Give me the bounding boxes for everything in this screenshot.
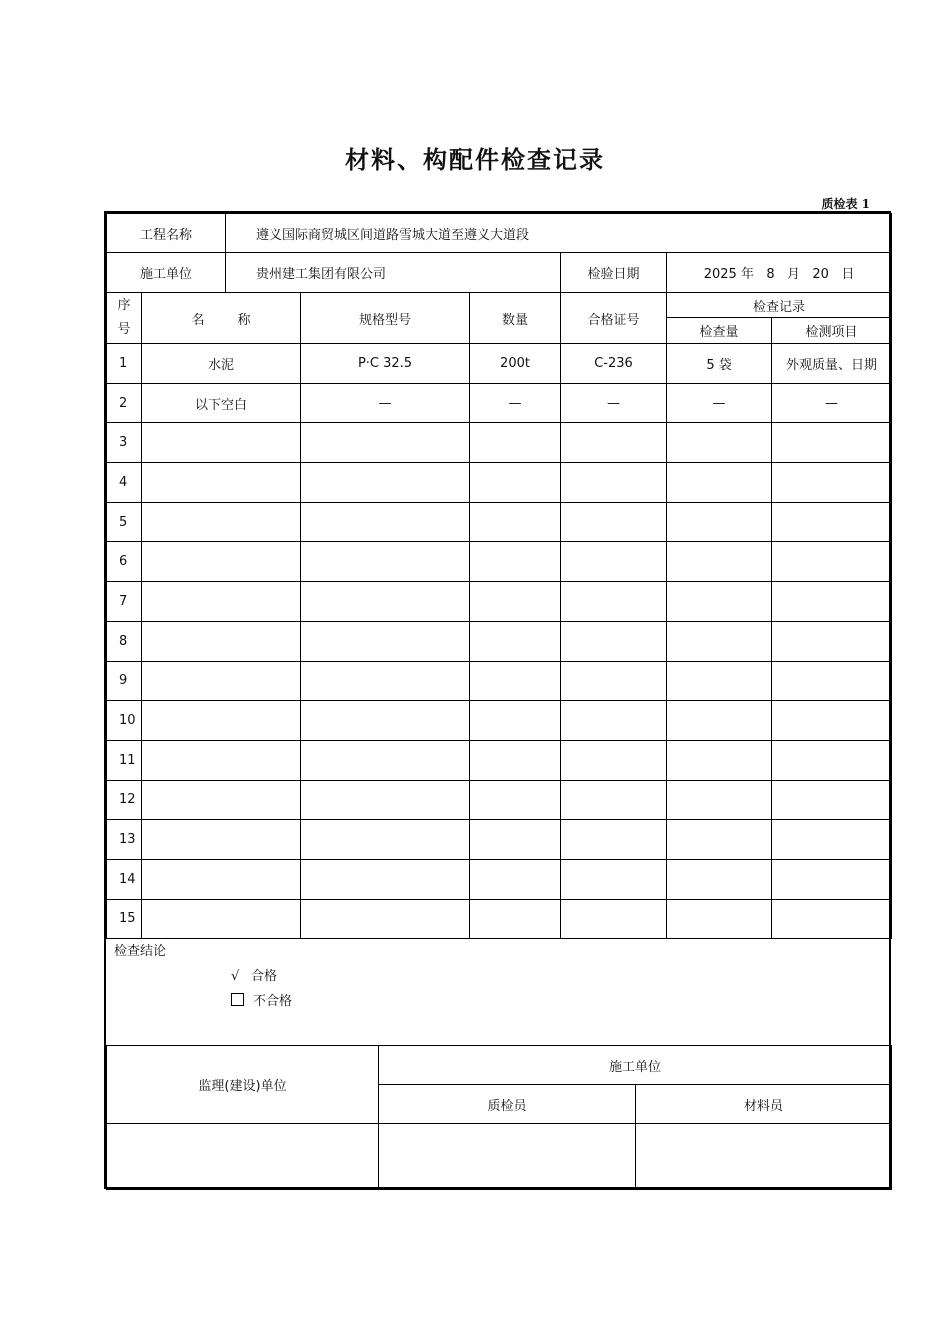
fail-option [231, 990, 292, 1009]
form-code: 质检表 1 [821, 197, 870, 211]
check-items-cell [772, 502, 892, 542]
table-row [107, 661, 892, 701]
seq-cell: 1 [107, 344, 142, 384]
seq-cell: 7 [107, 582, 142, 622]
col-qty-header: 数量 [470, 293, 561, 344]
column-header-row [107, 293, 892, 318]
name-cell [142, 502, 301, 542]
table-row [107, 820, 892, 860]
pass-option [231, 965, 277, 984]
table-row [107, 582, 892, 622]
col-name-header: 名 称 [142, 293, 301, 344]
cert-cell [561, 423, 667, 463]
cert-cell [561, 899, 667, 939]
cert-cell [561, 780, 667, 820]
document-title: 材料、构配件检查记录 [345, 145, 605, 174]
checkmark-icon: √ [231, 969, 240, 984]
seq-cell: 13 [107, 820, 142, 860]
name-cell [142, 463, 301, 503]
cert-cell [561, 740, 667, 780]
check-items-cell [772, 582, 892, 622]
check-qty-cell [667, 820, 772, 860]
name-cell [142, 621, 301, 661]
cert-cell: C-236 [561, 344, 667, 384]
qty-cell [470, 542, 561, 582]
material-clerk-label: 材料员 [636, 1085, 892, 1124]
check-qty-cell [667, 582, 772, 622]
date-value: 2025 年 8 月 20 日 [667, 253, 892, 293]
cert-cell [561, 701, 667, 741]
cert-cell [561, 859, 667, 899]
contractor-value: 贵州建工集团有限公司 [226, 253, 561, 293]
record-form [104, 211, 891, 1189]
check-items-cell: 外观质量、日期 [772, 344, 892, 384]
table-row [107, 859, 892, 899]
conclusion-label: 检查结论 [114, 944, 167, 959]
spec-cell [301, 899, 470, 939]
qty-cell [470, 820, 561, 860]
spec-cell [301, 542, 470, 582]
qty-cell [470, 701, 561, 741]
seq-cell: 11 [107, 740, 142, 780]
seq-cell: 12 [107, 780, 142, 820]
qty-cell [470, 859, 561, 899]
qty-cell [470, 423, 561, 463]
check-items-cell [772, 621, 892, 661]
col-seq-label: 序号 [117, 298, 131, 337]
check-qty-cell [667, 661, 772, 701]
name-cell: 水泥 [142, 344, 301, 384]
qty-cell [470, 621, 561, 661]
col-record-header: 检查记录 [667, 293, 892, 318]
seq-cell: 9 [107, 661, 142, 701]
check-qty-cell [667, 463, 772, 503]
table-row [107, 344, 892, 384]
cert-cell [561, 463, 667, 503]
material-clerk-signature [636, 1124, 892, 1190]
seq-cell: 10 [107, 701, 142, 741]
cert-cell [561, 582, 667, 622]
cert-cell [561, 542, 667, 582]
check-qty-cell [667, 701, 772, 741]
col-check-qty-header: 检查量 [667, 318, 772, 344]
check-items-cell: — [772, 383, 892, 423]
spec-cell [301, 661, 470, 701]
check-items-cell [772, 820, 892, 860]
check-qty-cell: 5 袋 [667, 344, 772, 384]
table-row [107, 780, 892, 820]
contractor-row [107, 253, 892, 293]
name-cell [142, 740, 301, 780]
cert-cell: — [561, 383, 667, 423]
seq-cell: 5 [107, 502, 142, 542]
check-qty-cell [667, 621, 772, 661]
col-seq-header [107, 293, 142, 344]
spec-cell [301, 780, 470, 820]
table-row [107, 383, 892, 423]
spec-cell [301, 859, 470, 899]
table-row [107, 502, 892, 542]
seq-cell: 6 [107, 542, 142, 582]
pass-label: 合格 [251, 969, 278, 984]
spec-cell: — [301, 383, 470, 423]
spec-cell [301, 463, 470, 503]
spec-cell [301, 701, 470, 741]
check-qty-cell [667, 502, 772, 542]
name-cell [142, 780, 301, 820]
fail-label: 不合格 [253, 994, 293, 1009]
spec-cell [301, 820, 470, 860]
name-cell [142, 661, 301, 701]
check-items-cell [772, 899, 892, 939]
signature-table [106, 1045, 892, 1190]
name-cell [142, 423, 301, 463]
name-cell [142, 542, 301, 582]
spec-cell [301, 502, 470, 542]
qty-cell [470, 780, 561, 820]
check-items-cell [772, 423, 892, 463]
qty-cell [470, 740, 561, 780]
seq-cell: 8 [107, 621, 142, 661]
name-cell [142, 582, 301, 622]
table-row [107, 423, 892, 463]
check-qty-cell [667, 423, 772, 463]
conclusion-section [106, 936, 891, 1045]
spec-cell [301, 621, 470, 661]
inspector-signature [379, 1124, 636, 1190]
empty-checkbox-icon [231, 993, 244, 1006]
project-value: 遵义国际商贸城区间道路雪城大道至遵义大道段 [226, 214, 892, 253]
check-items-cell [772, 542, 892, 582]
check-qty-cell [667, 542, 772, 582]
qty-cell: 200t [470, 344, 561, 384]
seq-cell: 2 [107, 383, 142, 423]
col-spec-header: 规格型号 [301, 293, 470, 344]
table-row [107, 463, 892, 503]
name-cell [142, 859, 301, 899]
check-items-cell [772, 463, 892, 503]
seq-cell: 15 [107, 899, 142, 939]
cert-cell [561, 661, 667, 701]
contractor-label: 施工单位 [107, 253, 226, 293]
qty-cell [470, 899, 561, 939]
contractor-sign-label: 施工单位 [379, 1046, 892, 1085]
table-row [107, 621, 892, 661]
table-row [107, 701, 892, 741]
spec-cell: P·C 32.5 [301, 344, 470, 384]
supervisor-label: 监理(建设)单位 [107, 1046, 379, 1124]
name-cell [142, 701, 301, 741]
qty-cell [470, 502, 561, 542]
qty-cell [470, 463, 561, 503]
col-check-items-header: 检测项目 [772, 318, 892, 344]
check-qty-cell: — [667, 383, 772, 423]
name-cell: 以下空白 [142, 383, 301, 423]
table-row [107, 740, 892, 780]
check-items-cell [772, 661, 892, 701]
materials-table [106, 213, 892, 939]
check-qty-cell [667, 859, 772, 899]
inspector-label: 质检员 [379, 1085, 636, 1124]
supervisor-signature [107, 1124, 379, 1190]
name-cell [142, 820, 301, 860]
table-row [107, 899, 892, 939]
check-items-cell [772, 740, 892, 780]
seq-cell: 14 [107, 859, 142, 899]
qty-cell [470, 582, 561, 622]
project-row [107, 214, 892, 253]
cert-cell [561, 621, 667, 661]
qty-cell [470, 661, 561, 701]
col-cert-header: 合格证号 [561, 293, 667, 344]
check-qty-cell [667, 899, 772, 939]
cert-cell [561, 820, 667, 860]
seq-cell: 3 [107, 423, 142, 463]
name-cell [142, 899, 301, 939]
check-items-cell [772, 701, 892, 741]
seq-cell: 4 [107, 463, 142, 503]
project-label: 工程名称 [107, 214, 226, 253]
check-qty-cell [667, 780, 772, 820]
spec-cell [301, 582, 470, 622]
spec-cell [301, 423, 470, 463]
qty-cell: — [470, 383, 561, 423]
check-items-cell [772, 859, 892, 899]
table-row [107, 542, 892, 582]
date-label: 检验日期 [561, 253, 667, 293]
cert-cell [561, 502, 667, 542]
spec-cell [301, 740, 470, 780]
check-qty-cell [667, 740, 772, 780]
check-items-cell [772, 780, 892, 820]
